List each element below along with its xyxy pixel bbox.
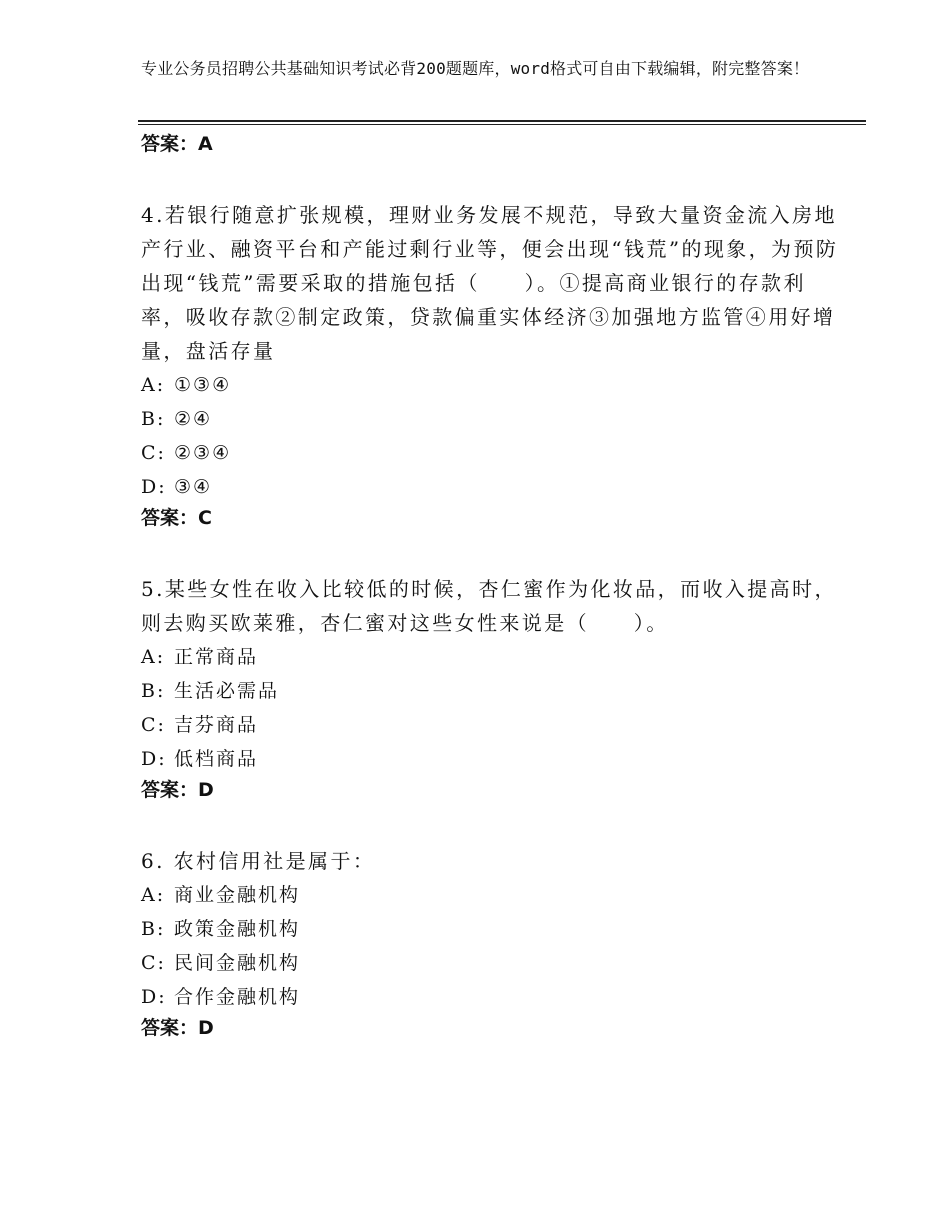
option-text: 低档商品 <box>174 748 259 770</box>
option-d <box>141 980 841 1014</box>
header-divider <box>138 120 866 125</box>
option-text: 商业金融机构 <box>174 884 301 906</box>
option-letter: C: <box>141 952 166 974</box>
question-stem: 5.某些女性在收入比较低的时候，杏仁蜜作为化妆品，而收入提高时，则去购买欧莱雅，杏仁蜜对这些女性来说是（ ）。 <box>141 577 837 635</box>
option-c <box>141 436 841 470</box>
option-letter: B: <box>141 680 166 702</box>
option-a <box>141 640 841 674</box>
option-letter: B: <box>141 408 166 430</box>
option-a <box>141 878 841 912</box>
option-letter: D: <box>141 748 167 770</box>
option-text: 民间金融机构 <box>174 952 301 974</box>
answer-line: 答案：D <box>141 779 214 801</box>
option-d <box>141 742 841 776</box>
option-letter: D: <box>141 476 167 498</box>
option-letter: A: <box>141 374 166 396</box>
option-d <box>141 470 841 504</box>
option-text: 正常商品 <box>174 646 259 668</box>
option-letter: B: <box>141 918 166 940</box>
option-letter: C: <box>141 442 166 464</box>
option-text: ②④ <box>174 408 213 430</box>
question-6 <box>141 844 841 1048</box>
option-text: ②③④ <box>174 442 232 464</box>
option-text: 政策金融机构 <box>174 918 301 940</box>
option-a <box>141 368 841 402</box>
option-letter: A: <box>141 884 166 906</box>
option-letter: D: <box>141 986 167 1008</box>
question-4 <box>141 198 841 538</box>
question-stem: 6. 农村信用社是属于： <box>141 849 376 873</box>
option-c <box>141 708 841 742</box>
option-text: 吉芬商品 <box>174 714 259 736</box>
answer-line: 答案：D <box>141 1017 214 1039</box>
option-text: ①③④ <box>174 374 232 396</box>
previous-answer: 答案：A <box>141 133 213 155</box>
option-text: 合作金融机构 <box>174 986 301 1008</box>
option-c <box>141 946 841 980</box>
option-letter: C: <box>141 714 166 736</box>
document-body <box>141 130 841 1048</box>
option-text: ③④ <box>174 476 213 498</box>
option-text: 生活必需品 <box>174 680 280 702</box>
option-letter: A: <box>141 646 166 668</box>
option-b <box>141 674 841 708</box>
question-stem: 4.若银行随意扩张规模，理财业务发展不规范，导致大量资金流入房地产行业、融资平台和产能过剩行业等，便会出现“钱荒”的现象，为预防出现“钱荒”需要采取的措施包括（ ）。①提高商业银行的存款利率，吸收存款②制定政策，贷款偏重实体经济③加强地方监管④用好增量，盘活存量 <box>141 203 839 363</box>
question-5 <box>141 572 841 810</box>
answer-line: 答案：C <box>141 507 212 529</box>
option-b <box>141 402 841 436</box>
option-b <box>141 912 841 946</box>
header-note: 专业公务员招聘公共基础知识考试必背200题题库，word格式可自由下载编辑，附完整答案！ <box>141 59 810 78</box>
